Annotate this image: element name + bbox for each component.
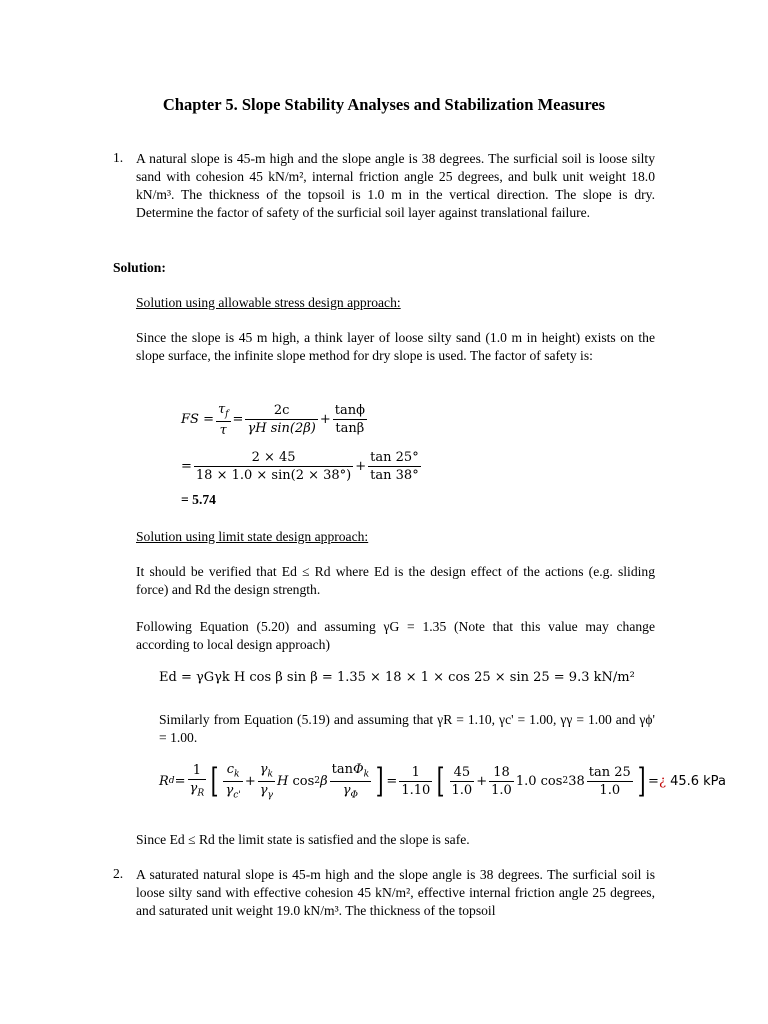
ed-equation: Ed = γGγk H cos β sin β = 1.35 × 18 × 1 × cos 25 × sin 25 = 9.3 kN/m²	[159, 670, 635, 685]
fraction-cohesion: $\frac{2c}{\text{γH sin(2β)}}$	[247, 403, 316, 437]
fs-equation: FS = $\frac{\tau_f}{\tau}$ = $\frac{2c}{\text{γH sin(2β)}}$ + $\frac{\tan\phi}{\tan\beta}$	[181, 402, 365, 438]
fraction-numeric-1: $\frac{2 \times 45}{18 \times 1.0 \times \sin(2 \times 38^\circ)}$	[195, 450, 352, 483]
lsd-paragraph-1: It should be verified that Ed ≤ Rd where Ed is the design effect of the actions (e.g. sliding force) and Rd the design strength.	[136, 564, 655, 597]
rd-value: 45.6 kPa	[670, 773, 726, 789]
solution-heading: Solution:	[113, 260, 166, 275]
fs-result: = 5.74	[181, 492, 216, 507]
fraction-numeric-2: $\frac{\tan 25^\circ}{\tan 38^\circ}$	[370, 450, 419, 483]
asd-heading: Solution using allowable stress design approach:	[136, 295, 401, 310]
lsd-paragraph-3: Similarly from Equation (5.19) and assuming that γR = 1.10, γc' = 1.00, γγ = 1.00 and γϕ' = 1.00.	[159, 712, 655, 745]
chapter-title: Chapter 5. Slope Stability Analyses and Stabilization Measures	[162, 95, 606, 114]
problem-1-text: A natural slope is 45-m high and the slope angle is 38 degrees. The surficial soil is loose silty sand with cohesion 45 kN/m², internal friction angle 25 degrees, and bulk unit weight 18.0 kN/m³. The thickness of the topsoil is 1.0 m in the vertical direction. The slope is dry. Determine the factor of safety of the surficial soil layer against translational failure.	[136, 151, 655, 220]
problem-2-text: A saturated natural slope is 45-m high and the slope angle is 38 degrees. The surficial soil is loose silty sand with effective cohesion 45 kN/m², effective internal friction angle 25 degrees, and saturated unit weight 19.0 kN/m³. The thickness of the topsoil	[136, 867, 655, 918]
lsd-paragraph-2: Following Equation (5.20) and assuming γG = 1.35 (Note that this value may change according to local design approach)	[136, 619, 655, 652]
lsd-conclusion: Since Ed ≤ Rd the limit state is satisfied and the slope is safe.	[136, 832, 470, 847]
rd-equation: R d = $\frac{1}{\gamma_R}$ [ $\frac{c_k}{\gamma_{c'}}$ + $\frac{\gamma_k}{\gamma_\gamma}$ H cos 2 β $\frac{\tan\Phi_k}{\gamma_\Phi}$ ] = $\frac{1}{1.10}$ [ $\frac{45}{1.0}$ + $\frac{18}{1.0}$ 1.0 cos 2 38 $\frac{\tan 25}{1.0}$ ] = ¿ 45.6 kPa	[159, 761, 726, 802]
fs-substitution: = $\frac{2 \times 45}{18 \times 1.0 \times \sin(2 \times 38^\circ)}$ + $\frac{\tan 25^\circ}{\tan 38^\circ}$	[181, 450, 419, 483]
fraction-friction: $\frac{\tan\phi}{\tan\beta}$	[334, 403, 365, 437]
problem-2-number: 2.	[113, 866, 124, 881]
problem-1-number: 1.	[113, 150, 124, 165]
lsd-heading: Solution using limit state design approach:	[136, 529, 369, 544]
fraction-tau: $\frac{\tau_f}{\tau}$	[217, 402, 229, 438]
fs-symbol: FS	[181, 412, 199, 428]
asd-paragraph: Since the slope is 45 m high, a think layer of loose silty sand (1.0 m in height) exists on the slope surface, the infinite slope method for dry slope is used. The factor of safety is:	[136, 330, 655, 363]
